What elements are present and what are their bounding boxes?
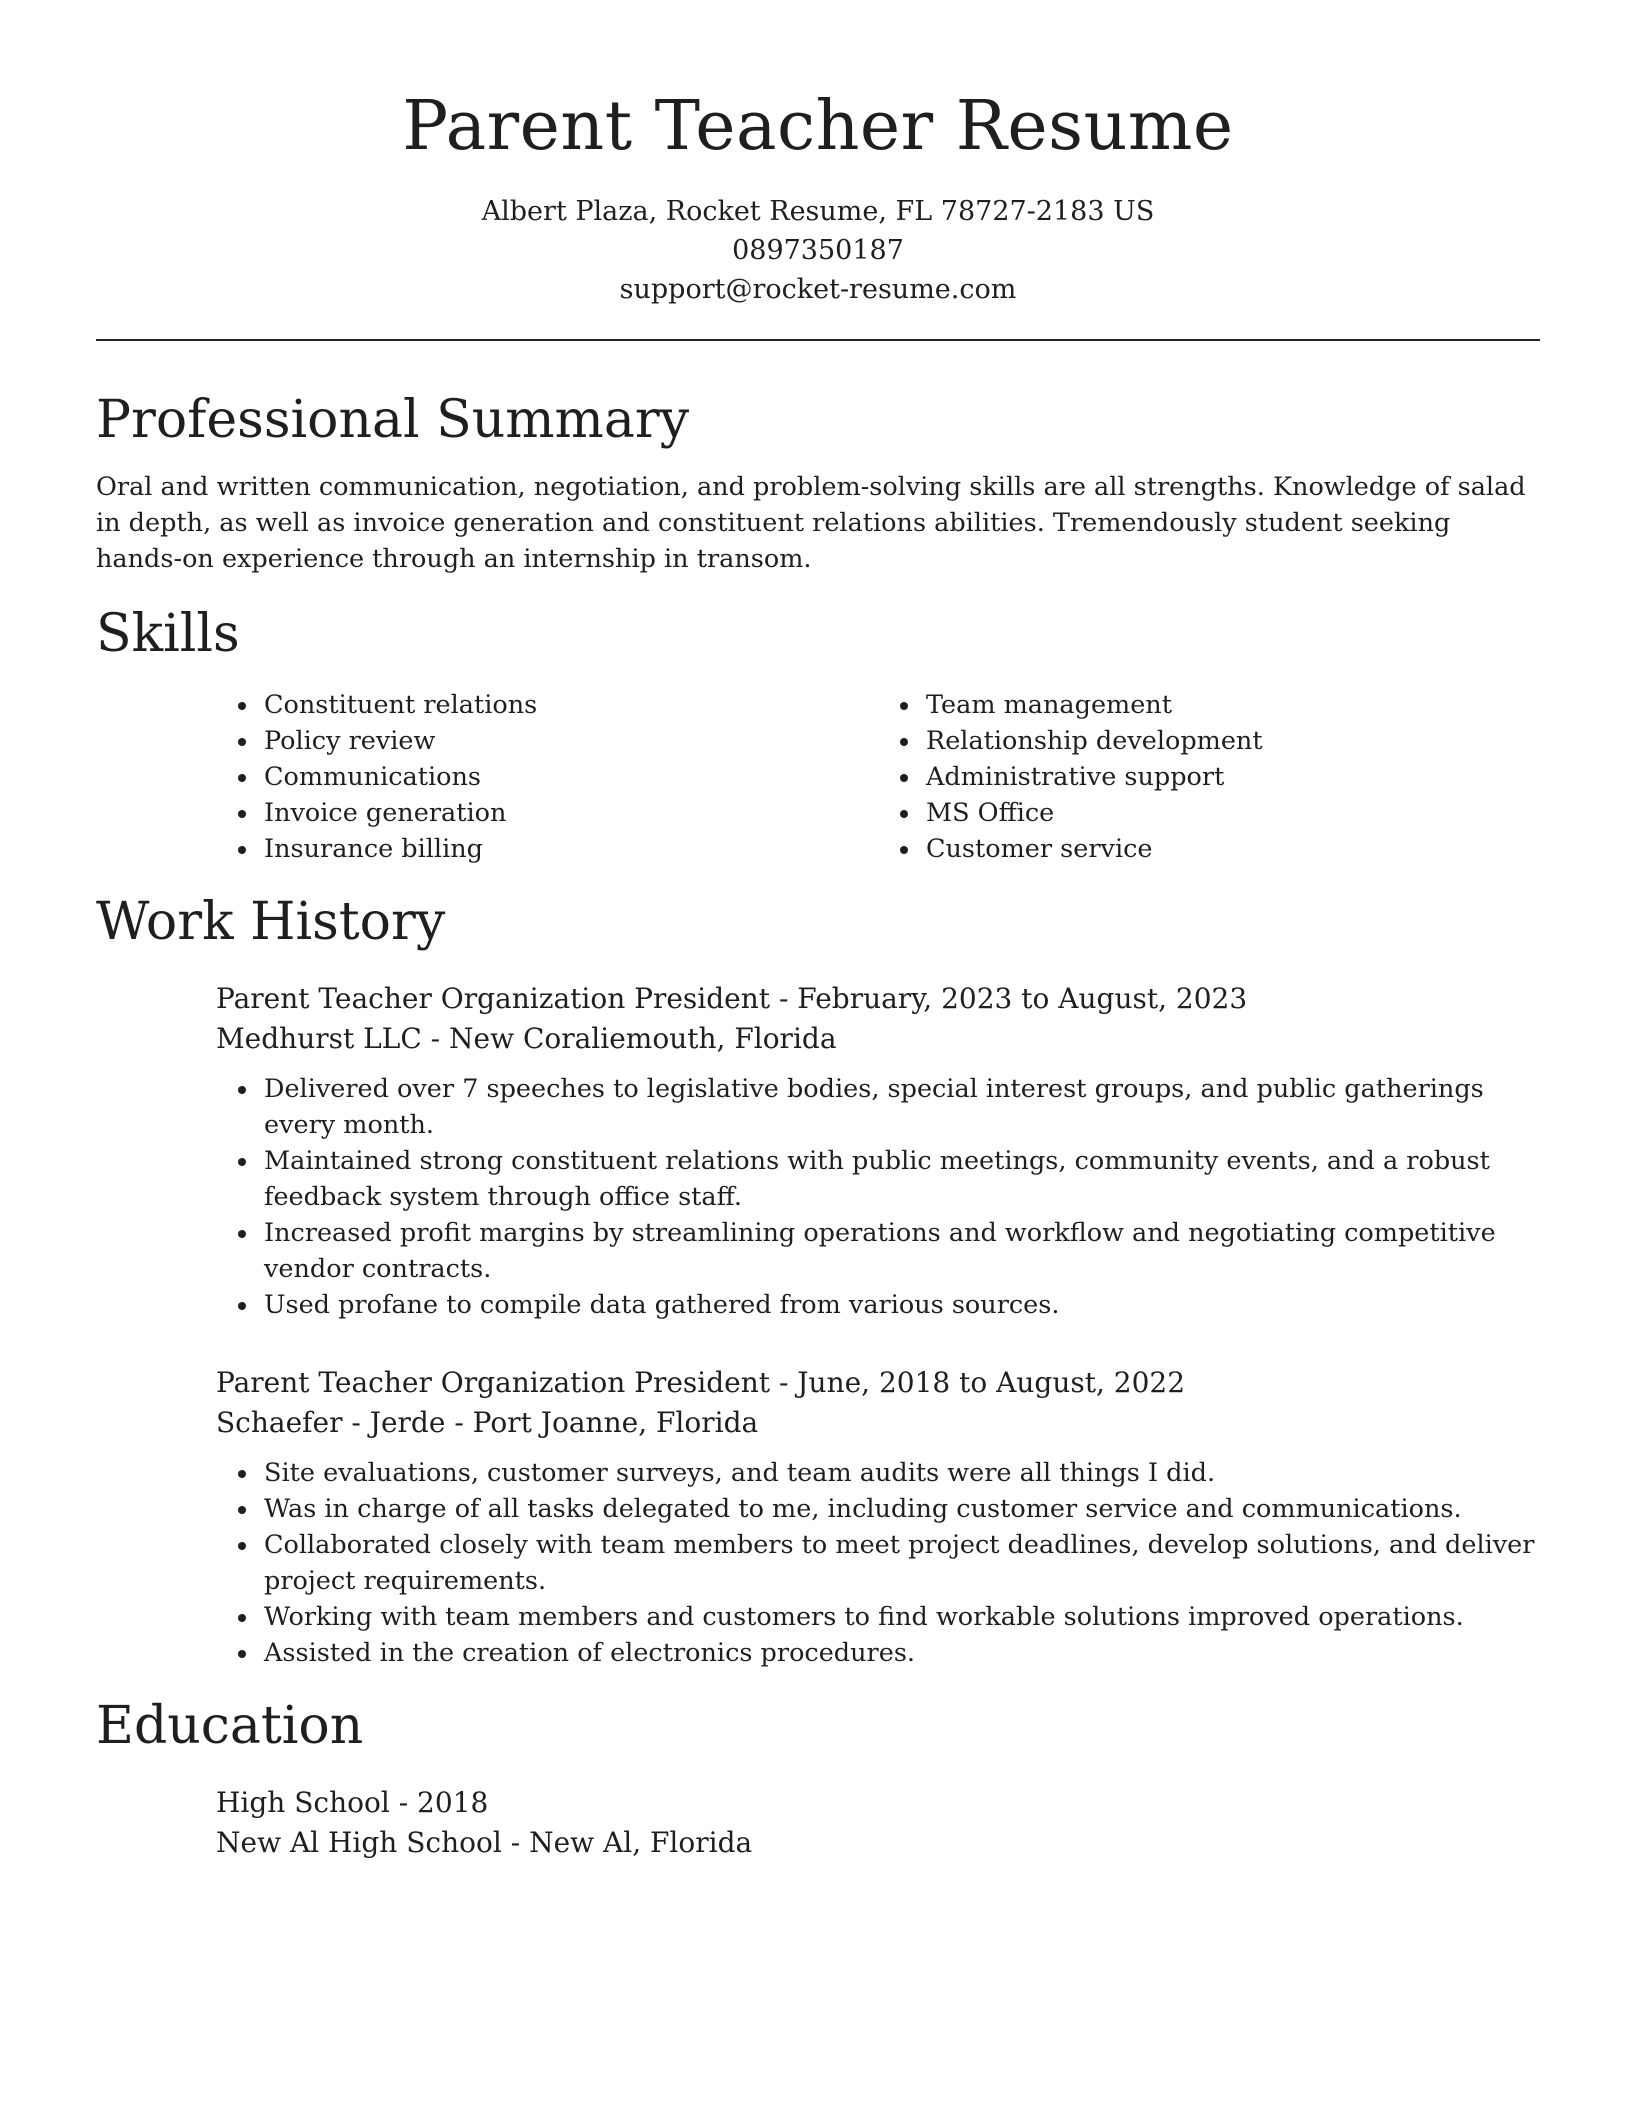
job-duty: • Maintained strong constituent relations with public meetings, community events, and a robust feedback system through office staff. [260, 1143, 1540, 1215]
education-school: New Al High School [216, 1826, 502, 1859]
contact-address: Albert Plaza, Rocket Resume, FL 78727-2183 US [481, 196, 1155, 227]
skill-item: • Administrative support [922, 759, 1540, 795]
education-entry [216, 1783, 1540, 1863]
header-divider [96, 339, 1540, 341]
job-title-line [216, 1363, 1540, 1403]
contact-email: support@rocket-resume.com [619, 274, 1017, 305]
summary-text: Oral and written communication, negotiation, and problem-solving skills are all strengths. Knowledge of salad in depth, as well as invoice generation and constituent relations abilities. Tremendously student seeking hands-on experience through an internship in transom. [96, 472, 1526, 574]
work-history-section [96, 887, 1540, 1671]
summary-section [96, 385, 1540, 577]
job-duty: • Collaborated closely with team members to meet project deadlines, develop solutions, and deliver project requirements. [260, 1527, 1540, 1599]
skills-heading: Skills [96, 604, 240, 664]
job-duty: • Increased profit margins by streamlining operations and workflow and negotiating competitive vendor contracts. [260, 1215, 1540, 1287]
skill-item: • Relationship development [922, 723, 1540, 759]
education-degree: High School [216, 1786, 390, 1819]
job-entry [216, 1363, 1540, 1671]
work-history-heading: Work History [96, 892, 446, 952]
education-degree-line [216, 1783, 1540, 1823]
job-title: Parent Teacher Organization President [216, 1366, 771, 1399]
job-duty: • Was in charge of all tasks delegated to me, including customer service and communications. [260, 1491, 1540, 1527]
job-duty: • Used profane to compile data gathered from various sources. [260, 1287, 1540, 1323]
job-company-line [216, 1403, 1540, 1443]
contact-info [96, 192, 1540, 309]
job-duty: • Assisted in the creation of electronics procedures. [260, 1635, 1540, 1671]
education-section [96, 1691, 1540, 1863]
job-company: Schaefer - Jerde [216, 1406, 446, 1439]
resume-header [96, 0, 1540, 309]
skill-item: • Invoice generation [260, 795, 878, 831]
contact-phone: 0897350187 [732, 235, 904, 266]
skills-column-right [878, 687, 1540, 867]
skill-item: • Customer service [922, 831, 1540, 867]
skills-column-left [216, 687, 878, 867]
skills-section [96, 599, 1540, 867]
skill-item: • Insurance billing [260, 831, 878, 867]
job-duty: • Working with team members and customers to find workable solutions improved operations. [260, 1599, 1540, 1635]
job-duties [216, 1071, 1540, 1323]
skills-list [216, 687, 1540, 867]
skill-item: • Communications [260, 759, 878, 795]
job-title: Parent Teacher Organization President [216, 982, 771, 1015]
job-duty: • Site evaluations, customer surveys, and team audits were all things I did. [260, 1455, 1540, 1491]
skill-item: • Team management [922, 687, 1540, 723]
skill-item: • MS Office [922, 795, 1540, 831]
job-location: - New Coraliemouth, Florida [421, 1022, 837, 1055]
education-heading: Education [96, 1696, 364, 1756]
skill-item: • Constituent relations [260, 687, 878, 723]
job-dates: - June, 2018 to August, 2022 [770, 1366, 1186, 1399]
job-location: - Port Joanne, Florida [445, 1406, 759, 1439]
job-company: Medhurst LLC [216, 1022, 422, 1055]
job-title-line [216, 979, 1540, 1019]
skill-item: • Policy review [260, 723, 878, 759]
job-duties [216, 1455, 1540, 1671]
job-dates: - February, 2023 to August, 2023 [770, 982, 1248, 1015]
job-duty: • Delivered over 7 speeches to legislative bodies, special interest groups, and public gatherings every month. [260, 1071, 1540, 1143]
education-year: - 2018 [389, 1786, 489, 1819]
resume-page [96, 0, 1540, 1863]
education-school-line [216, 1823, 1540, 1863]
job-entry [216, 979, 1540, 1323]
job-company-line [216, 1019, 1540, 1059]
page-title: Parent Teacher Resume [402, 87, 1234, 166]
summary-heading: Professional Summary [96, 390, 690, 450]
education-location: - New Al, Florida [501, 1826, 753, 1859]
